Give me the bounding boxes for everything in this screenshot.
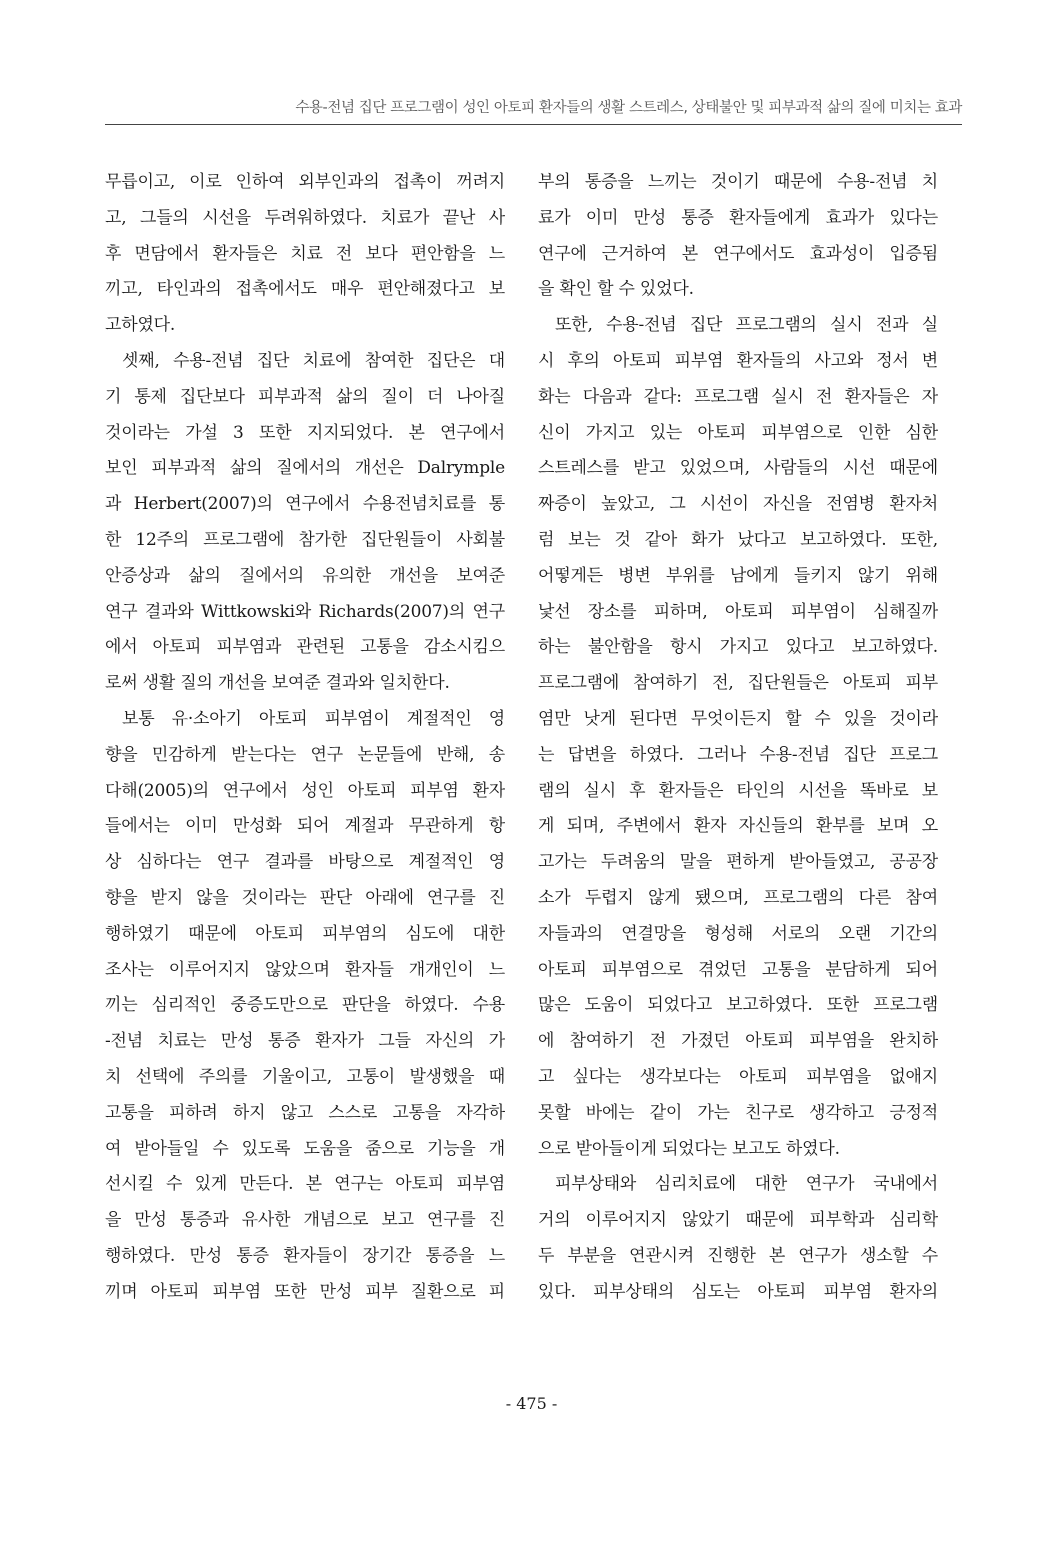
- text-line: 로써 생활 질의 개선을 보여준 결과와 일치한다.: [105, 673, 450, 694]
- text-line: 또한, 수용-전념 집단 프로그램의 실시 전과 실: [555, 315, 938, 336]
- header-rule: [105, 124, 962, 125]
- text-line: 것이라는 가설 3 또한 지지되었다. 본 연구에서: [105, 422, 505, 443]
- text-line: 고 싶다는 생각보다는 아토피 피부염을 없애지: [538, 1066, 938, 1087]
- text-line: 에 참여하기 전 가졌던 아토피 피부염을 완치하: [538, 1031, 938, 1052]
- left-column: [105, 165, 505, 1311]
- text-line: 향을 받지 않을 것이라는 판단 아래에 연구를 진: [105, 887, 505, 908]
- text-line: 연구 결과와 Wittkowski와 Richards(2007)의 연구: [105, 601, 505, 622]
- text-line: 램의 실시 후 환자들은 타인의 시선을 똑바로 보: [538, 780, 938, 801]
- text-line: 에서 아토피 피부염과 관련된 고통을 감소시킴으: [105, 637, 505, 658]
- text-line: 여 받아들일 수 있도록 도움을 줌으로 기능을 개: [105, 1138, 505, 1159]
- text-line: 고통을 피하려 하지 않고 스스로 고통을 자각하: [105, 1102, 505, 1123]
- text-line: 안증상과 삶의 질에서의 유의한 개선을 보여준: [105, 565, 505, 586]
- text-line: 염만 낫게 된다면 무엇이든지 할 수 있을 것이라: [538, 708, 938, 729]
- text-line: 고하였다.: [105, 315, 176, 336]
- text-line: 향을 민감하게 받는다는 연구 논문들에 반해, 송: [105, 744, 505, 765]
- text-line: 시 후의 아토피 피부염 환자들의 사고와 정서 변: [538, 350, 938, 371]
- text-line: 짜증이 높았고, 그 시선이 자신을 전염병 환자처: [538, 494, 938, 515]
- text-line: 행하였기 때문에 아토피 피부염의 심도에 대한: [105, 923, 505, 944]
- text-line: 선시킬 수 있게 만든다. 본 연구는 아토피 피부염: [105, 1174, 505, 1195]
- text-line: 을 만성 통증과 유사한 개념으로 보고 연구를 진: [105, 1210, 505, 1231]
- text-line: 다해(2005)의 연구에서 성인 아토피 피부염 환자: [105, 780, 505, 801]
- text-line: 끼는 심리적인 중증도만으로 판단을 하였다. 수용: [105, 995, 505, 1016]
- text-line: 있다. 피부상태의 심도는 아토피 피부염 환자의: [538, 1281, 938, 1302]
- text-line: 보인 피부과적 삶의 질에서의 개선은 Dalrymple: [105, 458, 505, 479]
- text-line: 끼며 아토피 피부염 또한 만성 피부 질환으로 피: [105, 1281, 505, 1302]
- text-line: 기 통제 집단보다 피부과적 삶의 질이 더 나아질: [105, 386, 505, 407]
- text-line: 프로그램에 참여하기 전, 집단원들은 아토피 피부: [538, 673, 938, 694]
- text-line: 치 선택에 주의를 기울이고, 고통이 발생했을 때: [105, 1066, 505, 1087]
- text-line: 후 면담에서 환자들은 치료 전 보다 편안함을 느: [105, 243, 505, 264]
- text-line: 자들과의 연결망을 형성해 서로의 오랜 기간의: [538, 923, 938, 944]
- text-line: 끼고, 타인과의 접촉에서도 매우 편안해졌다고 보: [105, 279, 505, 300]
- text-line: 부의 통증을 느끼는 것이기 때문에 수용-전념 치: [538, 172, 938, 192]
- text-line: 화는 다음과 같다: 프로그램 실시 전 환자들은 자: [538, 386, 938, 407]
- text-line: 게 되며, 주변에서 환자 자신들의 환부를 보며 오: [538, 816, 938, 837]
- text-line: 들에서는 이미 만성화 되어 계절과 무관하게 항: [105, 816, 505, 837]
- text-line: 는 답변을 하였다. 그러나 수용-전념 집단 프로그: [538, 744, 938, 765]
- text-line: 무릅이고, 이로 인하여 외부인과의 접촉이 꺼려지: [105, 172, 505, 192]
- page-number: - 475 -: [505, 1394, 558, 1413]
- text-line: 두 부분을 연관시켜 진행한 본 연구가 생소할 수: [538, 1245, 938, 1266]
- text-line: -전념 치료는 만성 통증 환자가 그들 자신의 가: [105, 1031, 505, 1052]
- text-line: 조사는 이루어지지 않았으며 환자들 개개인이 느: [105, 959, 505, 980]
- text-line: 을 확인 할 수 있었다.: [538, 279, 694, 300]
- text-line: 못할 바에는 같이 가는 친구로 생각하고 긍정적: [538, 1102, 938, 1123]
- text-line: 한 12주의 프로그램에 참가한 집단원들이 사회불: [105, 529, 505, 550]
- text-line: 럼 보는 것 같아 화가 났다고 보고하였다. 또한,: [538, 529, 938, 550]
- text-line: 어떻게든 병변 부위를 남에게 들키지 않기 위해: [538, 565, 938, 586]
- text-line: 상 심하다는 연구 결과를 바탕으로 계절적인 영: [105, 852, 505, 873]
- text-line: 고가는 두려움의 말을 편하게 받아들였고, 공공장: [538, 852, 938, 873]
- text-line: 소가 두렵지 않게 됐으며, 프로그램의 다른 참여: [538, 887, 938, 908]
- text-line: 신이 가지고 있는 아토피 피부염으로 인한 심한: [538, 422, 938, 443]
- text-line: 아토피 피부염으로 겪었던 고통을 분담하게 되어: [538, 959, 938, 980]
- text-line: 피부상태와 심리치료에 대한 연구가 국내에서: [555, 1174, 938, 1195]
- running-head: 수용-전념 집단 프로그램이 성인 아토피 환자들의 생활 스트레스, 상태불안 및 피부과적 삶의 질에 미치는 효과: [295, 100, 962, 116]
- text-line: 고, 그들의 시선을 두려워하였다. 치료가 끝난 사: [105, 207, 505, 228]
- text-line: 거의 이루어지지 않았기 때문에 피부학과 심리학: [538, 1210, 938, 1231]
- text-line: 하는 불안함을 항시 가지고 있다고 보고하였다.: [538, 637, 938, 658]
- text-line: 행하였다. 만성 통증 환자들이 장기간 통증을 느: [105, 1245, 505, 1266]
- text-line: 보통 유·소아기 아토피 피부염이 계절적인 영: [122, 708, 505, 729]
- text-line: 스트레스를 받고 있었으며, 사람들의 시선 때문에: [538, 458, 938, 479]
- text-line: 료가 이미 만성 통증 환자들에게 효과가 있다는: [538, 207, 938, 228]
- right-column: [538, 165, 938, 1311]
- text-line: 셋째, 수용-전념 집단 치료에 참여한 집단은 대: [122, 350, 505, 371]
- text-line: 많은 도움이 되었다고 보고하였다. 또한 프로그램: [538, 995, 938, 1016]
- text-line: 과 Herbert(2007)의 연구에서 수용전념치료를 통: [105, 494, 505, 515]
- text-line: 으로 받아들이게 되었다는 보고도 하였다.: [538, 1138, 840, 1159]
- text-line: 연구에 근거하여 본 연구에서도 효과성이 입증됨: [538, 243, 938, 264]
- text-line: 낯선 장소를 피하며, 아토피 피부염이 심해질까: [538, 601, 938, 622]
